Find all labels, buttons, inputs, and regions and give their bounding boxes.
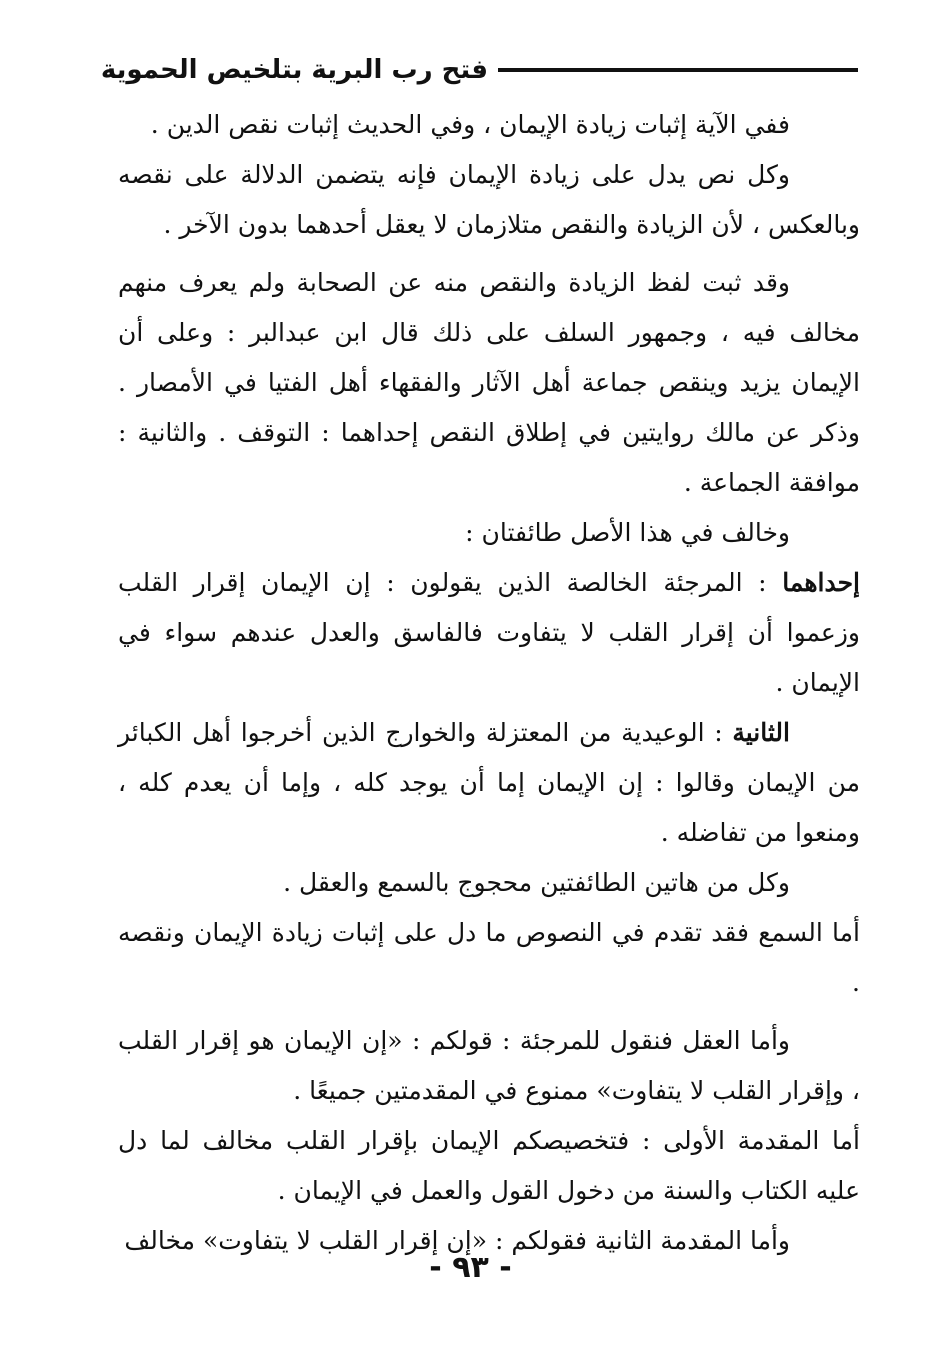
paragraph-lead: الثانية [732,718,790,747]
paragraph-4 [118,508,860,558]
paragraph-1 [118,100,860,150]
paragraph-text: وخالف في هذا الأصل طائفتان : [465,518,790,547]
page-body [118,100,860,1266]
paragraph-text: أما السمع فقد تقدم في النصوص ما دل على إثبات زيادة الإيمان ونقصه . [118,918,860,997]
paragraph-2 [118,150,860,250]
paragraph-9 [118,1016,860,1116]
paragraph-text: وأما المقدمة الثانية فقولكم : «إن إقرار القلب لا يتفاوت» مخالف [124,1226,790,1255]
paragraph-text: : المرجئة الخالصة الذين يقولون : إن الإيمان إقرار القلب وزعموا أن إقرار القلب لا يتفاوت فالفاسق والعدل عندهم سواء في الإيمان . [118,568,860,697]
paragraph-3 [118,258,860,508]
paragraph-8 [118,908,860,1008]
paragraph-text: وكل من هاتين الطائفتين محجوج بالسمع والعقل . [283,868,790,897]
paragraph-text: : الوعيدية من المعتزلة والخوارج الذين أخرجوا أهل الكبائر من الإيمان وقالوا : إن الإيمان إما أن يوجد كله ، وإما أن يعدم كله ، ومنعوا من تفاضله . [118,718,860,847]
paragraph-text: ففي الآية إثبات زيادة الإيمان ، وفي الحديث إثبات نقص الدين . [150,110,790,139]
header-rule-right [498,68,858,72]
paragraph-text: وكل نص يدل على زيادة الإيمان فإنه يتضمن الدلالة على نقصه وبالعكس ، لأن الزيادة والنقص متلازمان لا يعقل أحدهما بدون الآخر . [118,160,860,239]
paragraph-7 [118,858,860,908]
paragraph-10 [118,1116,860,1216]
paragraph-text: وقد ثبت لفظ الزيادة والنقص منه عن الصحابة ولم يعرف منهم مخالف فيه ، وجمهور السلف على ذلك قال ابن عبدالبر : وعلى أن الإيمان يزيد وينقص جماعة أهل الآثار والفقهاء أهل الفتيا في الأمصار . وذكر عن مالك روايتين في إطلاق النقص إحداهما : التوقف . والثانية : موافقة الجماعة . [118,268,860,497]
paragraph-text: أما المقدمة الأولى : فتخصيصكم الإيمان بإقرار القلب مخالف لما دل عليه الكتاب والسنة من دخول القول والعمل في الإيمان . [118,1126,860,1205]
paragraph-6 [118,708,860,858]
page-number: - ٩٣ - [429,1250,512,1285]
header-title: فتح رب البرية بتلخيص الحموية [100,55,488,85]
paragraph-text: وأما العقل فنقول للمرجئة : قولكم : «إن الإيمان هو إقرار القلب ، وإقرار القلب لا يتفاوت» ممنوع في المقدمتين جميعًا . [118,1026,860,1105]
paragraph-5 [118,558,860,708]
paragraph-lead: إحداهما [782,568,860,597]
running-header [100,50,858,90]
